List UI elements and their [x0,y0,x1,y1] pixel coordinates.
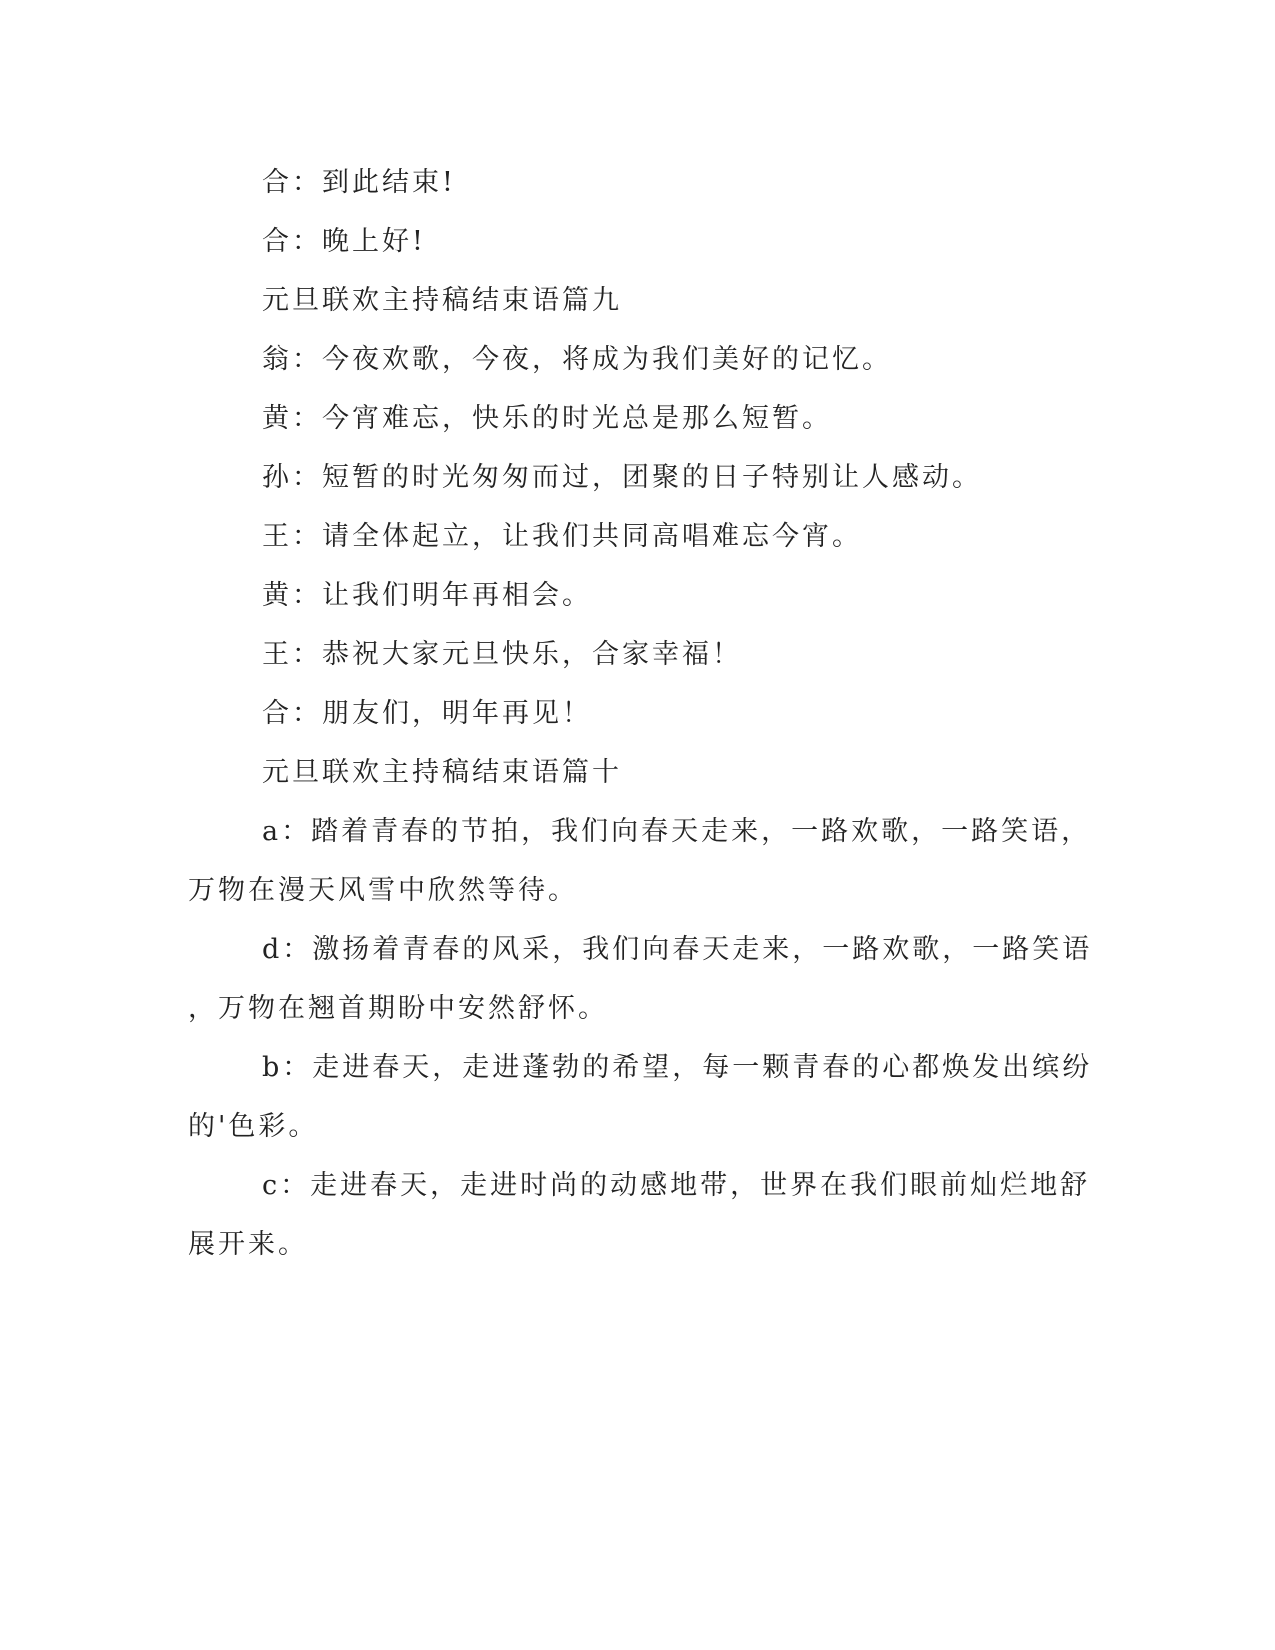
text-line: a：踏着青春的节拍，我们向春天走来，一路欢歌，一路笑语， [262,816,1092,847]
text-line: 合：朋友们，明年再见！ [262,698,592,729]
text-line: ，万物在翘首期盼中安然舒怀。 [188,993,608,1024]
text-line: 展开来。 [188,1229,308,1260]
text-line: d：激扬着青春的风采，我们向春天走来，一路欢歌，一路笑语 [262,934,1093,965]
text-line: 孙：短暂的时光匆匆而过，团聚的日子特别让人感动。 [262,462,982,493]
section-heading: 元旦联欢主持稿结束语篇九 [262,285,622,316]
text-line: 的'色彩。 [188,1111,319,1142]
text-line: c：走进春天，走进时尚的动感地带，世界在我们眼前灿烂地舒 [262,1170,1091,1201]
text-line: 翁：今夜欢歌，今夜，将成为我们美好的记忆。 [262,344,892,375]
text-line: 王：请全体起立，让我们共同高唱难忘今宵。 [262,521,862,552]
text-line: 万物在漫天风雪中欣然等待。 [188,875,578,906]
text-line: 黄：今宵难忘，快乐的时光总是那么短暂。 [262,403,832,434]
text-line: 合：晚上好! [262,226,426,257]
text-line: b：走进春天，走进蓬勃的希望，每一颗青春的心都焕发出缤纷 [262,1052,1093,1083]
text-line: 黄：让我们明年再相会。 [262,580,592,611]
section-heading: 元旦联欢主持稿结束语篇十 [262,757,622,788]
text-line: 王：恭祝大家元旦快乐，合家幸福！ [262,639,742,670]
text-line: 合：到此结束! [262,167,456,198]
